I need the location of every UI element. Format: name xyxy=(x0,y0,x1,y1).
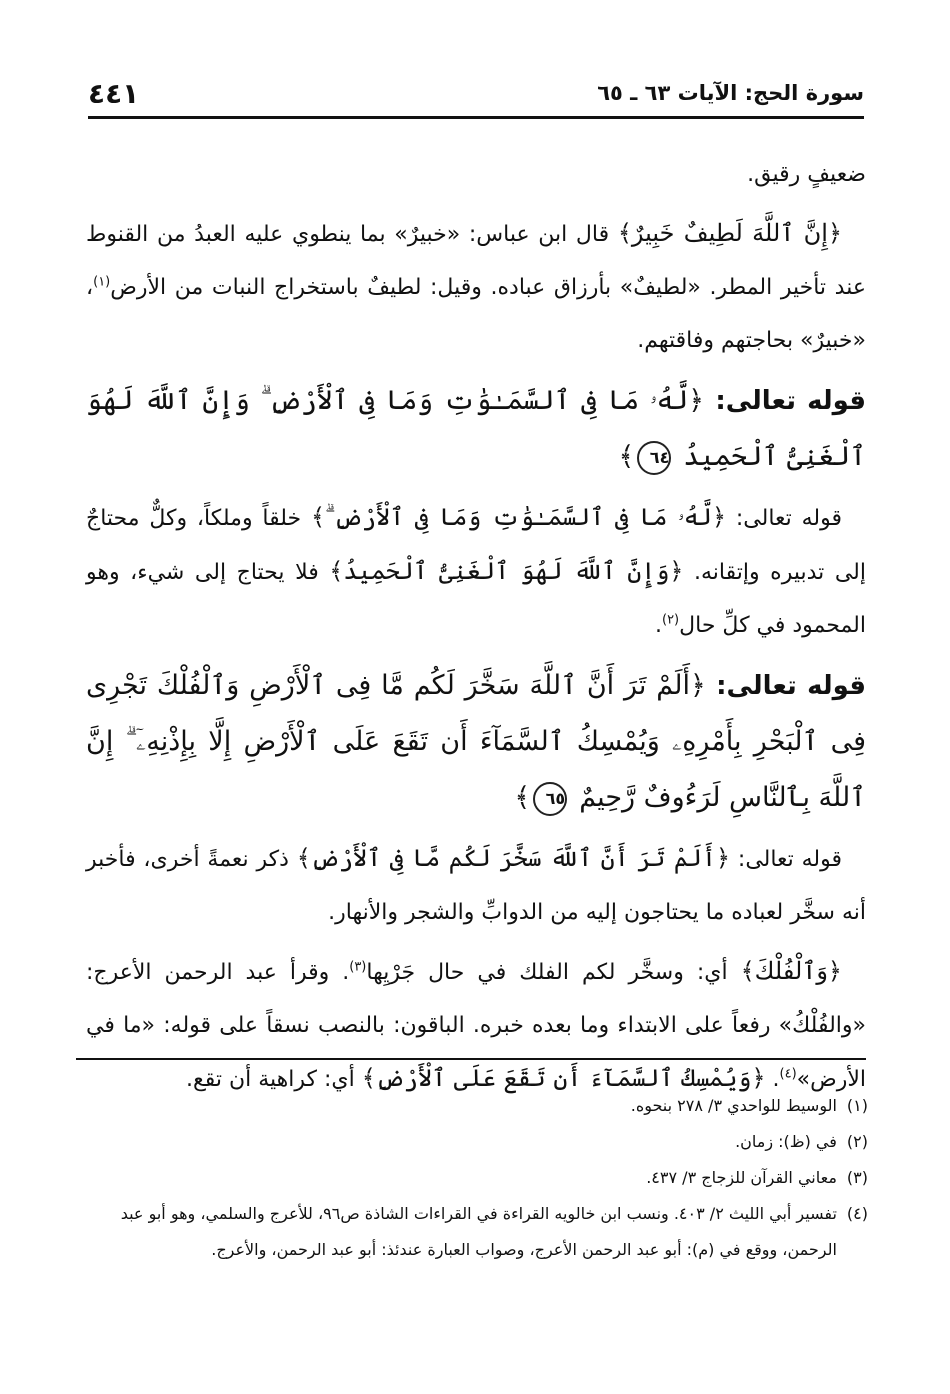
quran-quote: ﴿وَٱلْفُلْكَ﴾ xyxy=(740,957,842,985)
quran-verse: ﴿لَّهُۥ مَا فِى ٱلسَّمَـٰوَٰتِ وَمَا فِى ٱلْأَرْضِ ۗ وَإِنَّ ٱللَّهَ لَهُوَ ٱلْغَنِىُّ ٱلْحَمِيدُ xyxy=(86,385,866,472)
paragraph-4: قوله تعالى: ﴿أَلَمْ تَرَ أَنَّ ٱللَّهَ سَخَّرَ لَكُم مَّا فِى ٱلْأَرْضِ﴾ ذكر نعمةً أخرى، فأخبر أنه سخَّر لعباده ما يحتاجون إليه من الدوابِّ والشجر والأنهار. xyxy=(86,844,866,925)
paragraph-3: قوله تعالى: ﴿لَّهُۥ مَا فِى ٱلسَّمَـٰوَٰتِ وَمَا فِى ٱلْأَرْضِ ۗ﴾ خلقاً وملكاً، وكلٌّ محتاجٌ إلى تدبيره وإتقانه. ﴿وَإِنَّ ٱللَّهَ لَهُوَ ٱلْغَنِىُّ ٱلْحَمِيدُ﴾ فلا يحتاج إلى شيء، وهو المحمود في كلِّ حال$^{(٢)}$. xyxy=(86,503,866,638)
running-title: سورة الحج: الآيات ٦٣ ـ ٦٥ xyxy=(597,81,864,105)
verse-number-marker: ٦٥ xyxy=(533,782,567,816)
verse-number-marker: ٦٤ xyxy=(637,441,671,475)
quran-quote: ﴿أَلَمْ تَرَ أَنَّ ٱللَّهَ سَخَّرَ لَكُم مَّا فِى ٱلْأَرْضِ﴾ xyxy=(296,844,731,872)
footnote-ref: (٤) xyxy=(779,1066,797,1082)
page-header xyxy=(88,70,864,119)
paragraph-1: ضعيفٍ رقيق. xyxy=(747,162,866,187)
quran-verse: ﴿أَلَمْ تَرَ أَنَّ ٱللَّهَ سَخَّرَ لَكُم مَّا فِى ٱلْأَرْضِ وَٱلْفُلْكَ تَجْرِى فِى ٱلْبَحْرِ بِأَمْرِهِۦ وَيُمْسِكُ ٱلسَّمَآءَ أَن تَقَعَ عَلَى ٱلْأَرْضِ إِلَّا بِإِذْنِهِۦٓ ۗ إِنَّ ٱللَّهَ بِٱلنَّاسِ لَرَءُوفٌ رَّحِيمٌ xyxy=(86,670,866,813)
footnote-ref: (٣) xyxy=(349,959,367,975)
footnote: (٤) تفسير أبي الليث ٢/ ٤٠٣. ونسب ابن خالويه القراءة في القراءات الشاذة ص٩٦، للأعرج والسلمي، وهو أبو عبد الرحمن، ووقع في (م): أبو عبد الرحمن الأعرج، وصواب العبارة عندئذ: أبو عبد الرحمن، والأعرج. xyxy=(120,1204,868,1259)
footnote-ref: (٢) xyxy=(661,612,680,628)
quran-quote: ﴿لَّهُۥ مَا فِى ٱلسَّمَـٰوَٰتِ وَمَا فِى ٱلْأَرْضِ ۗ﴾ xyxy=(310,503,727,531)
quran-quote: ﴿وَيُمْسِكُ ٱلسَّمَآءَ أَن تَقَعَ عَلَى ٱلْأَرْضِ﴾ xyxy=(361,1064,766,1092)
footnotes xyxy=(86,1088,868,1268)
footnote-ref: (١) xyxy=(93,274,111,290)
page-number: ٤٤١ xyxy=(88,76,140,110)
verse-heading-65: قوله تعالى: ﴿أَلَمْ تَرَ أَنَّ ٱللَّهَ سَخَّرَ لَكُم مَّا فِى ٱلْأَرْضِ وَٱلْفُلْكَ تَجْرِى فِى ٱلْبَحْرِ بِأَمْرِهِۦ وَيُمْسِكُ ٱلسَّمَآءَ أَن تَقَعَ عَلَى ٱلْأَرْضِ إِلَّا بِإِذْنِهِۦٓ ۗ إِنَّ ٱللَّهَ بِٱلنَّاسِ لَرَءُوفٌ رَّحِيمٌ ٦٥﴾ xyxy=(86,658,866,826)
paragraph-2: ﴿إِنَّ ٱللَّهَ لَطِيفٌ خَبِيرٌ﴾ قال ابن عباس: «خبيرٌ» بما ينطوي عليه العبدُ من القنوط عند تأخير المطر. «لطيفٌ» بأرزاق عباده. وقيل: لطيفٌ باستخراج النبات من الأرض$^{(١)}$، «خبيرٌ» بحاجتهم وفاقتهم. xyxy=(86,219,866,353)
footnote: (٢) في (ظ): زمان. xyxy=(735,1132,868,1151)
quran-quote: ﴿إِنَّ ٱللَّهَ لَطِيفٌ خَبِيرٌ﴾ xyxy=(617,219,843,247)
quran-quote: ﴿وَإِنَّ ٱللَّهَ لَهُوَ ٱلْغَنِىُّ ٱلْحَمِيدُ﴾ xyxy=(329,557,684,585)
footnote: (٣) معاني القرآن للزجاج ٣/ ٤٣٧. xyxy=(646,1168,868,1187)
verse-heading-64: قوله تعالى: ﴿لَّهُۥ مَا فِى ٱلسَّمَـٰوَٰتِ وَمَا فِى ٱلْأَرْضِ ۗ وَإِنَّ ٱللَّهَ لَهُوَ ٱلْغَنِىُّ ٱلْحَمِيدُ ٦٤﴾ xyxy=(86,373,866,485)
main-text xyxy=(86,148,866,1112)
paragraph-5: ﴿وَٱلْفُلْكَ﴾ أي: وسخَّر لكم الفلك في حال جَرْيِها$^{(٣)}$. وقرأ عبد الرحمن الأعرج: «والفُلْكُ» رفعاً على الابتداء وما بعده خبره. الباقون: بالنصب نسقاً على قوله: «ما في الأرض»$^{(٤)}$. ﴿وَيُمْسِكُ ٱلسَّمَآءَ أَن تَقَعَ عَلَى ٱلْأَرْضِ﴾ أي: كراهية أن تقع. xyxy=(86,957,866,1092)
footnote: (١) الوسيط للواحدي ٣/ ٢٧٨ بنحوه. xyxy=(630,1096,868,1115)
footnote-separator xyxy=(76,1058,866,1060)
